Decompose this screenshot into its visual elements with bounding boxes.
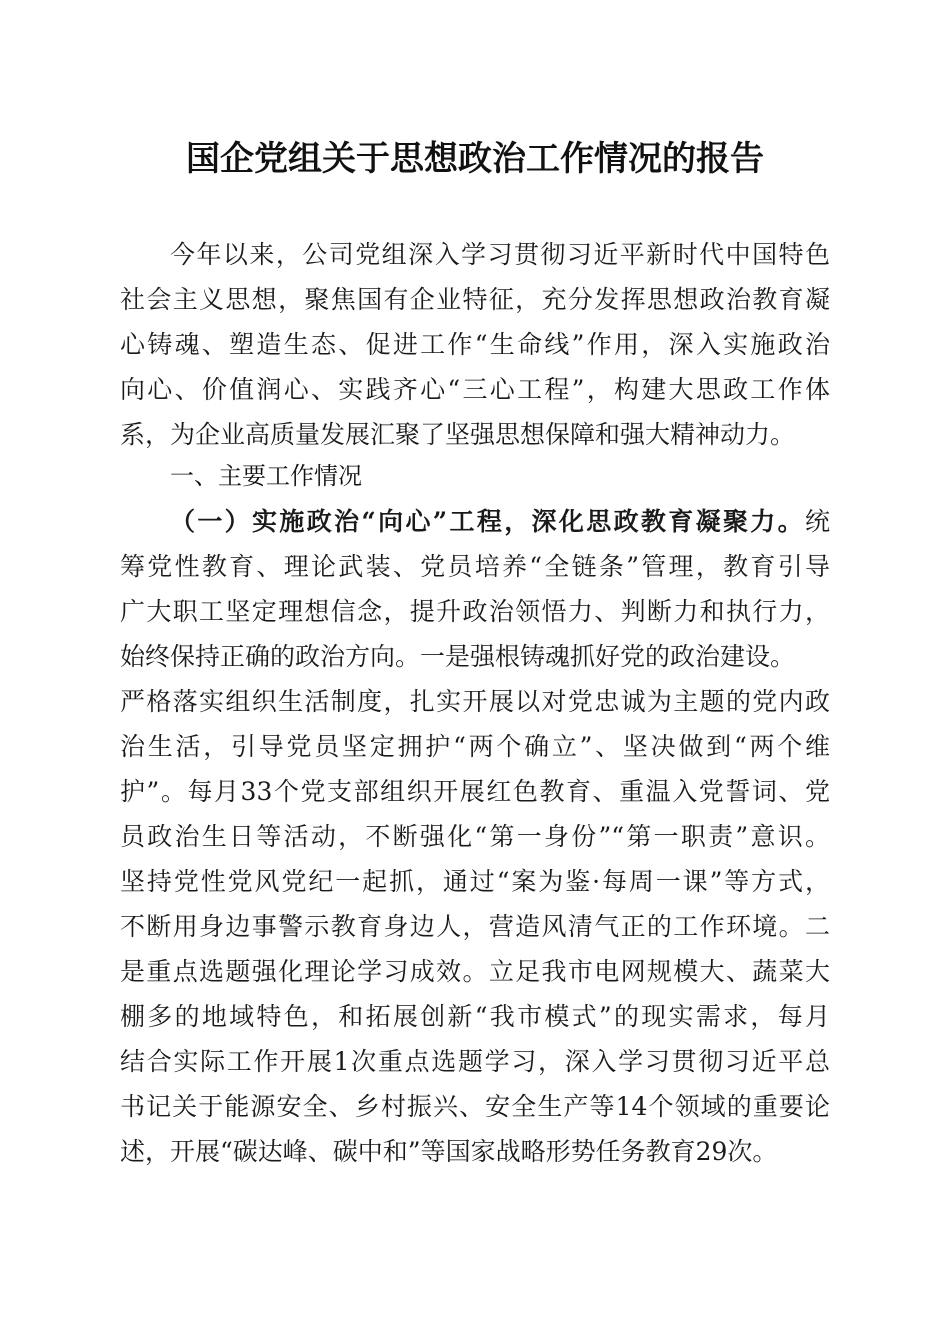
paragraph-line: 今年以来，公司党组深入学习贯彻习近平新时代中国特色 <box>170 240 830 269</box>
paragraph-line: 是重点选题强化理论学习成效。立足我市电网规模大、蔬菜大 <box>120 957 830 986</box>
paragraph-line: 广大职工坚定理想信念，提升政治领悟力、判断力和执行力， <box>120 597 830 626</box>
section-heading: 一、主要工作情况 <box>170 462 362 490</box>
paragraph-line: 书记关于能源安全、乡村振兴、安全生产等14个领域的重要论 <box>120 1092 830 1121</box>
paragraph-line: 述，开展“碳达峰、碳中和”等国家战略形势任务教育29次。 <box>120 1137 778 1166</box>
paragraph-line: 护”。每月33个党支部组织开展红色教育、重温入党誓词、党 <box>120 777 830 806</box>
subsection-paragraph <box>120 499 830 1174</box>
paragraph-line: 向心、价值润心、实践齐心“三心工程”，构建大思政工作体 <box>120 375 830 404</box>
paragraph-line: 结合实际工作开展1次重点选题学习，深入学习贯彻习近平总 <box>120 1047 830 1076</box>
paragraph-line: 系，为企业高质量发展汇聚了坚强思想保障和强大精神动力。 <box>120 420 796 449</box>
paragraph-line <box>120 499 830 544</box>
intro-paragraph <box>120 232 830 457</box>
paragraph-line: 心铸魂、塑造生态、促进工作“生命线”作用，深入实施政治 <box>120 330 830 359</box>
paragraph-line: 员政治生日等活动，不断强化“第一身份”“第一职责”意识。 <box>120 822 830 851</box>
paragraph-line: 严格落实组织生活制度，扎实开展以对党忠诚为主题的党内政 <box>120 687 830 716</box>
paragraph-line: 筹党性教育、理论武装、党员培养“全链条”管理，教育引导 <box>120 552 830 581</box>
subsection-lead-tail: 统 <box>804 507 830 536</box>
paragraph-line: 棚多的地域特色，和拓展创新“我市模式”的现实需求，每月 <box>120 1002 830 1031</box>
paragraph-line: 社会主义思想，聚焦国有企业特征，充分发挥思想政治教育凝 <box>120 285 830 314</box>
paragraph-line: 始终保持正确的政治方向。一是强根铸魂抓好党的政治建设。 <box>120 642 796 671</box>
paragraph-line: 不断用身边事警示教育身边人，营造风清气正的工作环境。二 <box>120 912 830 941</box>
paragraph-line: 治生活，引导党员坚定拥护“两个确立”、坚决做到“两个维 <box>120 732 830 761</box>
paragraph-line: 坚持党性党风党纪一起抓，通过“案为鉴·每周一课”等方式， <box>120 867 830 896</box>
subsection-lead: （一）实施政治“向心”工程，深化思政教育凝聚力。 <box>170 507 805 536</box>
document-title: 国企党组关于思想政治工作情况的报告 <box>186 139 764 179</box>
